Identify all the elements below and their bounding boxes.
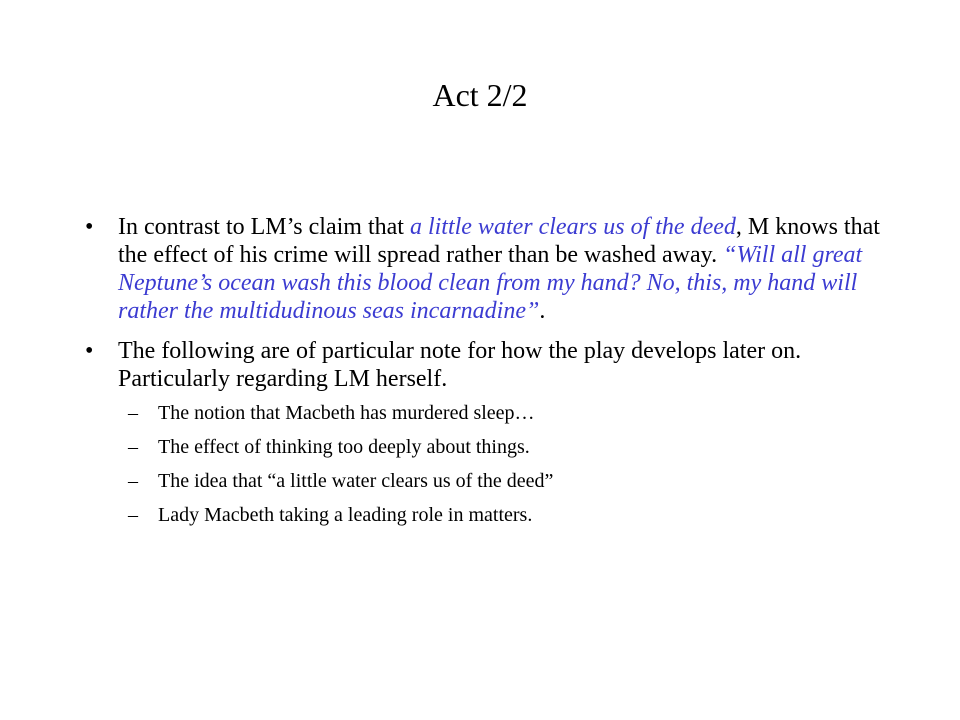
- sub-bullet-dash: –: [128, 402, 138, 424]
- sub-bullet-1: [72, 401, 892, 425]
- bullet-2-text: The following are of particular note for how the play develops later on. Particularly regarding LM herself.: [118, 338, 802, 392]
- sub-bullet-4-text: Lady Macbeth taking a leading role in matters.: [158, 504, 533, 526]
- sub-bullet-1-text: The notion that Macbeth has murdered sleep…: [158, 402, 535, 424]
- sub-bullet-list: [72, 401, 892, 527]
- sub-bullet-3-text: The idea that “a little water clears us of the deed”: [158, 470, 554, 492]
- slide-title: Act 2/2: [432, 77, 528, 113]
- bullet-1-text-b: , M knows that the effect of his crime will spread rather than be washed away.: [118, 214, 880, 268]
- sub-bullet-2: [72, 435, 892, 459]
- sub-bullet-dash: –: [128, 436, 138, 458]
- sub-bullet-3: [72, 469, 892, 493]
- sub-bullet-4: [72, 503, 892, 527]
- sub-bullet-dash: –: [128, 504, 138, 526]
- bullet-1: [72, 213, 892, 325]
- bullet-1-quote-a: a little water clears us of the deed: [409, 214, 736, 240]
- bullet-1-text-a: In contrast to LM’s claim that: [118, 214, 410, 240]
- bullet-1-text-c: .: [539, 298, 546, 324]
- bullet-dot: •: [85, 338, 94, 364]
- sub-bullet-2-text: The effect of thinking too deeply about things.: [158, 436, 530, 458]
- slide-body: [72, 213, 892, 537]
- bullet-1-quote-b: “Will all great Neptune’s ocean wash this blood clean from my hand? No, this, my hand will rather the multidudinous seas incarnadine”: [118, 242, 863, 324]
- sub-bullet-dash: –: [128, 470, 138, 492]
- bullet-2: [72, 337, 892, 393]
- bullet-dot: •: [85, 214, 94, 240]
